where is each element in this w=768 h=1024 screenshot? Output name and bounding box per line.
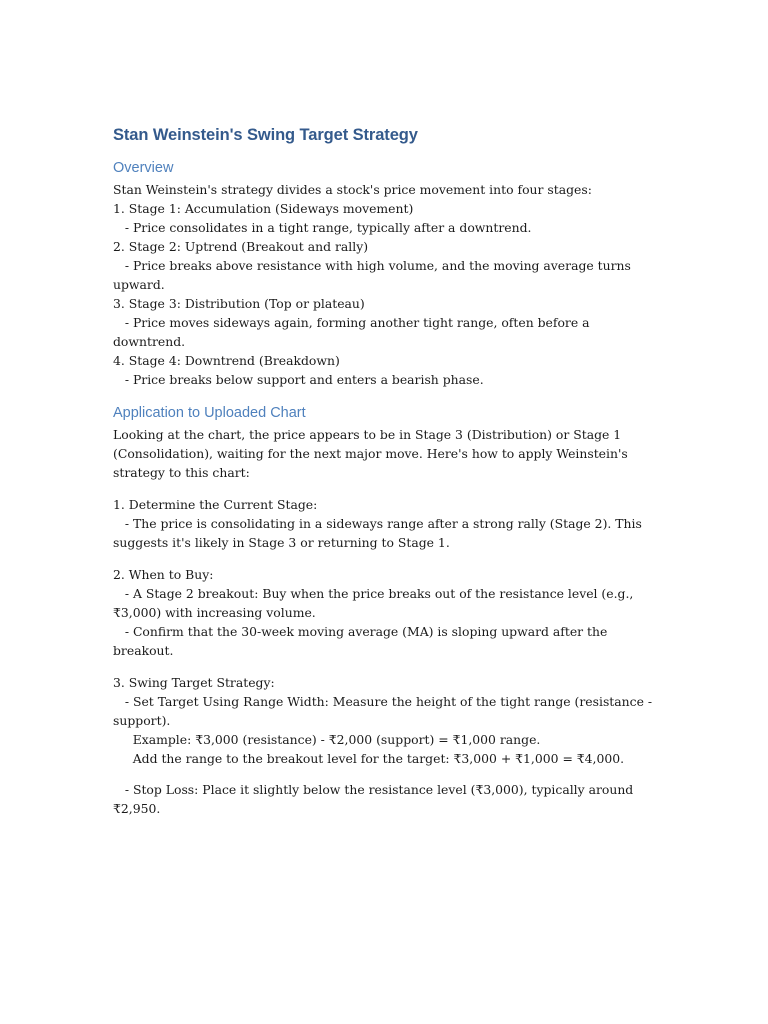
application-heading: Application to Uploaded Chart	[113, 405, 306, 421]
document-body	[113, 124, 658, 818]
overview-line: - Price moves sideways again, forming another tight range, often before a downtrend.	[113, 315, 594, 349]
overview-line: 3. Stage 3: Distribution (Top or plateau)	[113, 296, 365, 311]
step3-add-range: Add the range to the breakout level for the target: ₹3,000 + ₹1,000 = ₹4,000.	[113, 751, 625, 766]
application-section	[113, 425, 658, 818]
document-title: Stan Weinstein's Swing Target Strategy	[113, 126, 418, 144]
step2-title: 2. When to Buy:	[113, 567, 214, 582]
overview-line: - Price consolidates in a tight range, typically after a downtrend.	[113, 220, 532, 235]
overview-line: 4. Stage 4: Downtrend (Breakdown)	[113, 353, 340, 368]
overview-line: 2. Stage 2: Uptrend (Breakout and rally)	[113, 239, 369, 254]
overview-line: Stan Weinstein's strategy divides a stock's price movement into four stages:	[113, 182, 592, 197]
overview-line: - Price breaks above resistance with high volume, and the moving average turns upward.	[113, 258, 635, 292]
overview-line: - Price breaks below support and enters a bearish phase.	[113, 372, 484, 387]
overview-line: 1. Stage 1: Accumulation (Sideways movement)	[113, 201, 414, 216]
application-intro: Looking at the chart, the price appears to be in Stage 3 (Distribution) or Stage 1 (Consolidation), waiting for the next major move. Here's how to apply Weinstein's strategy to this chart:	[113, 427, 632, 480]
step1-title: 1. Determine the Current Stage:	[113, 497, 318, 512]
step3-example: Example: ₹3,000 (resistance) - ₹2,000 (support) = ₹1,000 range.	[113, 732, 541, 747]
step2-bullet: - A Stage 2 breakout: Buy when the price breaks out of the resistance level (e.g., ₹3,000) with increasing volume.	[113, 586, 638, 620]
overview-heading: Overview	[113, 160, 174, 176]
step2-bullet: - Confirm that the 30-week moving average (MA) is sloping upward after the breakout.	[113, 624, 612, 658]
step1-text: - The price is consolidating in a sideways range after a strong rally (Stage 2). This suggests it's likely in Stage 3 or returning to Stage 1.	[113, 516, 646, 550]
step3-title: 3. Swing Target Strategy:	[113, 675, 275, 690]
step3-bullet: - Set Target Using Range Width: Measure the height of the tight range (resistance - support).	[113, 694, 656, 728]
step3-stop-loss: - Stop Loss: Place it slightly below the resistance level (₹3,000), typically around ₹2,950.	[113, 782, 638, 816]
overview-section	[113, 180, 658, 389]
